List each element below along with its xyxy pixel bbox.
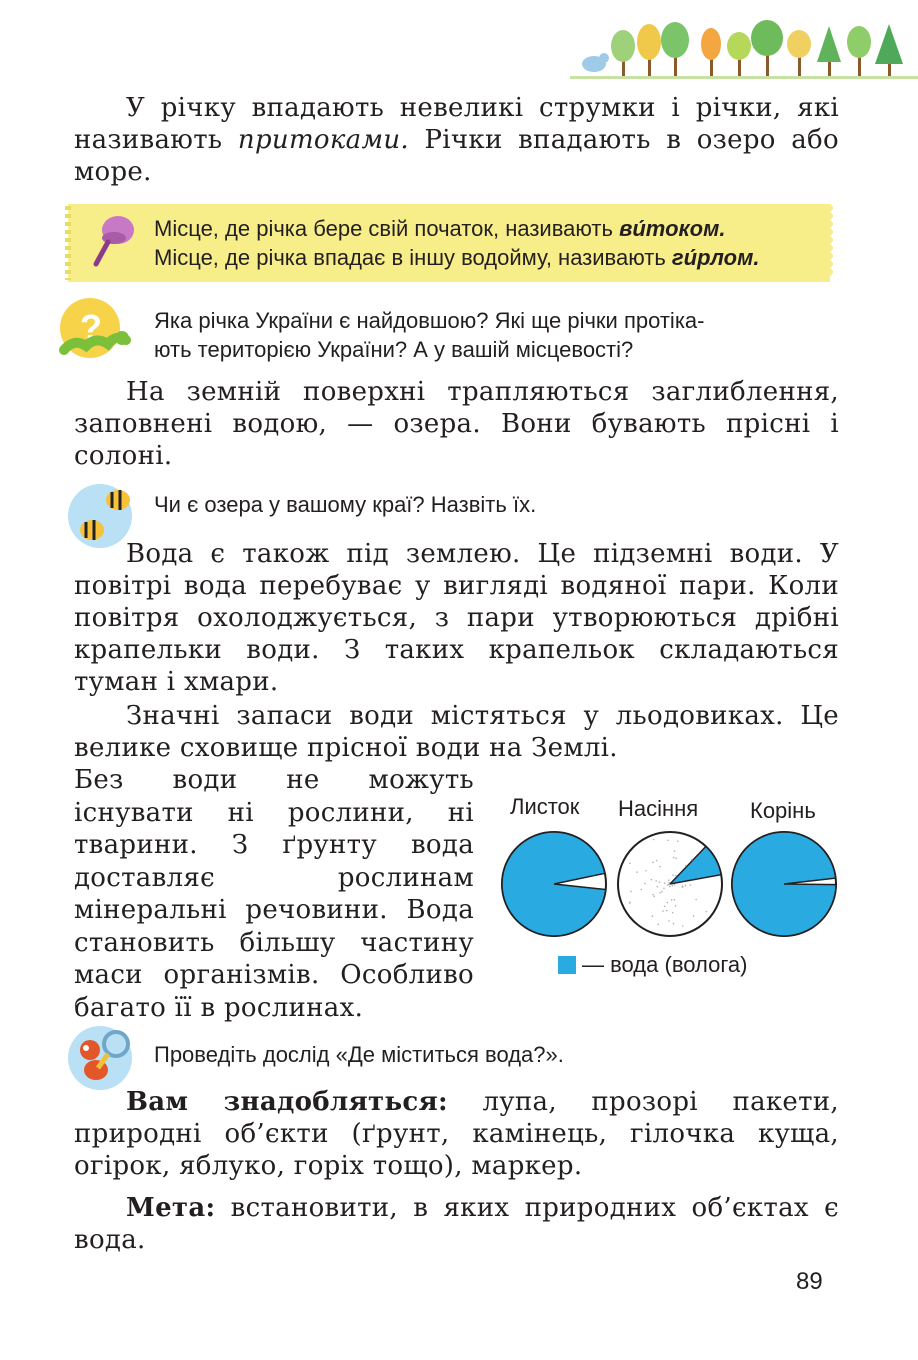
seed-texture-dot <box>664 882 666 884</box>
seed-texture-dot <box>652 862 654 864</box>
paragraph-materials <box>74 1086 839 1182</box>
goal-label: Мета: <box>126 1193 216 1223</box>
seed-texture-dot <box>685 865 687 867</box>
paragraph-text: Вода є також під землею. Це підземні води. У повітрі вода перебуває у вигляді водяної пари. Коли повітря охолоджується, з пари утворюються дрібні крапельки води. З таких крапельок складаються туман і хмари. <box>74 539 839 697</box>
seed-texture-dot <box>691 859 693 861</box>
seed-texture-dot <box>705 911 707 913</box>
definition-mouth: Місце, де річка впадає в іншу водойму, називають <box>154 245 666 270</box>
materials-label: Вам знадобляться: <box>126 1087 448 1117</box>
seed-texture-dot <box>640 889 642 891</box>
seed-texture-dot <box>645 870 647 872</box>
seed-texture-dot <box>682 925 684 927</box>
seed-texture-dot <box>673 923 675 925</box>
question-rivers <box>154 306 705 364</box>
paragraph-text: На земній поверхні трапляються заглиблення, заповнені водою, — озера. Вони бувають прісні і солоні. <box>74 377 839 471</box>
page-number: 89 <box>796 1268 823 1295</box>
seed-texture-dot <box>666 910 668 912</box>
term-mouth: ги́рлом. <box>671 245 760 270</box>
seed-texture-dot <box>674 884 676 886</box>
seed-texture-dot <box>653 839 655 841</box>
seed-texture-dot <box>656 860 658 862</box>
bird-icon <box>582 53 609 72</box>
paragraph-glaciers <box>74 700 839 764</box>
seed-texture-dot <box>674 899 676 901</box>
trees-decoration <box>570 18 918 82</box>
seed-texture-dot <box>672 885 674 887</box>
seed-texture-dot <box>655 880 657 882</box>
seed-texture-dot <box>675 857 677 859</box>
seed-texture-dot <box>677 840 679 842</box>
seed-texture-dot <box>644 883 646 885</box>
seed-texture-dot <box>668 920 670 922</box>
pie-label-seed: Насіння <box>618 796 699 821</box>
pie-label-root: Корінь <box>750 798 816 823</box>
legend-label: — вода (волога) <box>582 952 748 977</box>
legend-swatch <box>558 956 576 974</box>
seed-texture-dot <box>693 915 695 917</box>
definition-source: Місце, де річка бере свій початок, називають <box>154 216 613 241</box>
seed-texture-dot <box>674 850 676 852</box>
seed-texture-dot <box>672 912 674 914</box>
seed-texture-dot <box>667 839 669 841</box>
seed-texture-dot <box>668 882 670 884</box>
seed-texture-dot <box>659 881 661 883</box>
seed-texture-dot <box>659 892 661 894</box>
seed-texture-dot <box>671 899 673 901</box>
seed-texture-dot <box>651 879 653 881</box>
seed-texture-dot <box>666 902 668 904</box>
water-content-pies <box>498 828 842 944</box>
paragraph-text: Річки впадають в озеро або море. <box>74 125 839 187</box>
paragraph-text: лупа, прозорі пакети, природні об’єкти (ґрунт, камінець, гілочка куща, огірок, яблуко, горіх тощо), маркер. <box>74 1087 839 1181</box>
seed-texture-dot <box>661 891 663 893</box>
question-line: Яка річка України є найдовшою? Які ще річки протіка- <box>154 308 705 333</box>
seed-texture-dot <box>652 915 654 917</box>
question-lakes: Чи є озера у вашому краї? Назвіть їх. <box>154 492 537 517</box>
paragraph-tributaries <box>74 92 839 188</box>
seed-texture-dot <box>653 896 655 898</box>
paragraph-text: У річку впадають невеликі струмки і річки, які називають <box>74 93 839 155</box>
paragraph-goal <box>74 1192 839 1256</box>
paragraph-groundwater <box>74 538 839 698</box>
seed-texture-dot <box>689 884 691 886</box>
question-experiment: Проведіть дослід «Де міститься вода?». <box>154 1042 564 1067</box>
question-caterpillar-icon <box>56 298 132 362</box>
pushpin-icon <box>86 210 142 270</box>
seed-texture-dot <box>668 879 670 881</box>
seed-texture-dot <box>636 871 638 873</box>
seed-texture-dot <box>657 924 659 926</box>
seed-texture-dot <box>672 874 674 876</box>
pie-2-water-slice <box>732 832 836 936</box>
seed-texture-dot <box>629 902 631 904</box>
seed-texture-dot <box>630 891 632 893</box>
term-tributaries: притоками. <box>237 125 409 155</box>
seed-texture-dot <box>652 894 654 896</box>
seed-texture-dot <box>675 905 677 907</box>
question-line: ють територією України? А у вашій місцевості? <box>154 337 634 362</box>
seed-texture-dot <box>669 886 671 888</box>
seed-texture-dot <box>663 887 665 889</box>
seed-texture-dot <box>695 899 697 901</box>
definition-text <box>154 214 759 272</box>
seed-texture-dot <box>673 857 675 859</box>
term-source: ви́током. <box>619 216 726 241</box>
paragraph-lakes <box>74 376 839 472</box>
seed-texture-dot <box>667 884 669 886</box>
paragraph-organisms: Без води не можуть існувати ні рослини, ні тварини. З ґрунту вода доставляє рослинам мінеральні речовини. Вода становить більшу частину маси організмів. Особливо багато її в рослинах. <box>74 765 474 1023</box>
seed-texture-dot <box>682 886 684 888</box>
seed-texture-dot <box>659 866 661 868</box>
chart-legend <box>558 952 747 978</box>
svg-text:?: ? <box>80 307 102 348</box>
seed-texture-dot <box>629 862 631 864</box>
ant-magnifier-icon <box>64 1024 144 1092</box>
seed-texture-dot <box>669 884 671 886</box>
seed-texture-dot <box>664 905 666 907</box>
pie-label-leaf: Листок <box>510 794 580 819</box>
seed-texture-dot <box>656 886 658 888</box>
seed-texture-dot <box>675 875 677 877</box>
seed-texture-dot <box>662 910 664 912</box>
paragraph-text: Значні запаси води містяться у льодовиках. Це велике сховище прісної води на Землі. <box>74 701 839 763</box>
seed-texture-dot <box>685 885 687 887</box>
paragraph-text: встановити, в яких природних об’єктах є вода. <box>74 1193 839 1255</box>
